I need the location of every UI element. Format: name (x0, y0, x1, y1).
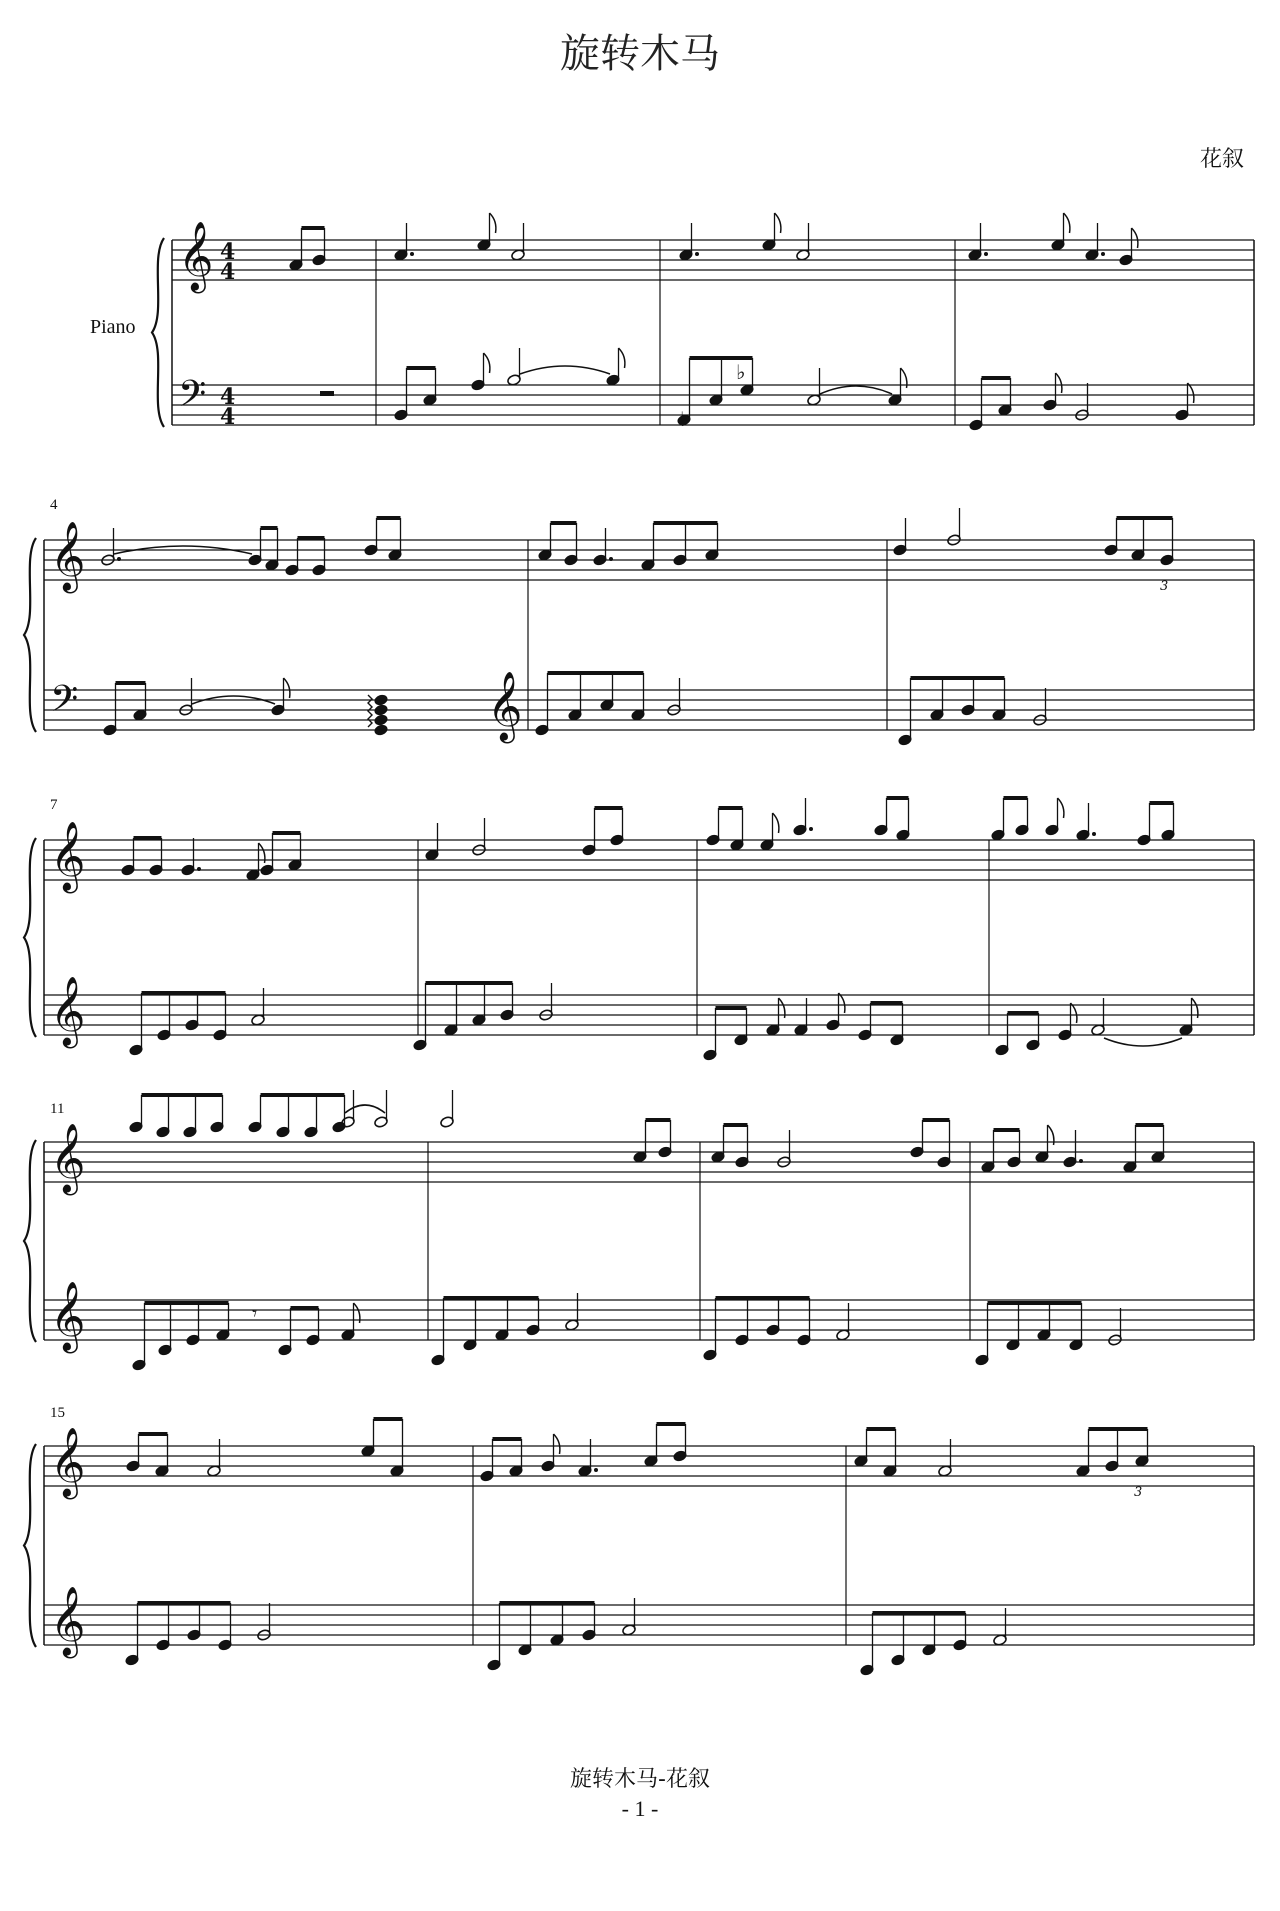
treble-clef-icon: 𝄞 (50, 1123, 86, 1193)
time-signature-denominator: 4 (220, 259, 236, 285)
footer-title: 旋转木马-花叙 (570, 1767, 710, 1792)
dot (695, 252, 699, 256)
note-flag (1058, 798, 1064, 818)
dot (1092, 832, 1096, 836)
instrument-label: Piano (90, 316, 136, 338)
dot (117, 557, 121, 561)
rest-icon (320, 391, 334, 396)
tie-icon (820, 386, 892, 394)
measure-number-4: 4 (50, 497, 58, 513)
treble-clef-icon: 𝄞 (50, 1586, 86, 1656)
note-flag (839, 993, 845, 1013)
dot (809, 827, 813, 831)
treble-clef-icon: 𝄞 (50, 821, 86, 891)
brace-icon (24, 1140, 36, 1342)
treble-clef-icon: 𝄞 (50, 1427, 86, 1497)
bass-clef-icon: 𝄢 (178, 373, 207, 424)
note-flag (1132, 228, 1138, 248)
treble-clef-icon: 𝄞 (50, 976, 86, 1046)
note-flag (490, 213, 496, 233)
note-flag (1071, 1003, 1077, 1023)
note-flag (773, 813, 779, 833)
time-signature-numerator: 4 (220, 384, 236, 410)
measure-number-11: 11 (50, 1101, 65, 1117)
flat-icon: ♭ (736, 360, 746, 384)
note-flag (484, 353, 490, 373)
note-head (374, 714, 389, 727)
brace-icon (24, 1444, 36, 1647)
score-title: 旋转木马 (560, 31, 720, 77)
dot (197, 867, 201, 871)
note-head (374, 724, 389, 737)
rest-icon: 𝄾 (252, 1301, 258, 1325)
brace-icon (24, 538, 36, 732)
measure-number-7: 7 (50, 797, 58, 813)
measure-number-15: 15 (50, 1405, 65, 1421)
time-signature-denominator: 4 (220, 404, 236, 430)
tie-icon (520, 366, 610, 374)
treble-clef-icon: 𝄞 (487, 671, 523, 741)
note-flag (1064, 213, 1070, 233)
brace-icon (24, 838, 36, 1037)
bass-clef-icon: 𝄢 (50, 678, 79, 729)
composer-name: 花叙 (1200, 147, 1245, 172)
time-signature-numerator: 4 (220, 239, 236, 265)
note-flag (554, 1434, 560, 1454)
note-flag (1056, 373, 1062, 393)
note-flag (619, 348, 625, 368)
dot (410, 252, 414, 256)
triplet-3-icon: 3 (1160, 579, 1169, 594)
dot (609, 557, 613, 561)
footer-page-number: - 1 - (621, 1796, 659, 1821)
note-flag (775, 213, 781, 233)
treble-clef-icon: 𝄞 (50, 521, 86, 591)
note-head (374, 704, 389, 717)
brace-icon (152, 238, 164, 427)
dot (1101, 252, 1105, 256)
treble-clef-icon: 𝄞 (178, 221, 214, 291)
triplet-3-icon: 3 (1134, 1485, 1143, 1500)
treble-clef-icon: 𝄞 (50, 1281, 86, 1351)
tie-icon (1104, 1038, 1182, 1046)
tie-icon (345, 1105, 385, 1113)
flat-icon: ♭ (680, 407, 690, 431)
note-head (374, 694, 389, 707)
dot (1079, 1159, 1083, 1163)
note-flag (284, 678, 290, 698)
dot (594, 1468, 598, 1472)
note-flag (1188, 383, 1194, 403)
dot (984, 252, 988, 256)
